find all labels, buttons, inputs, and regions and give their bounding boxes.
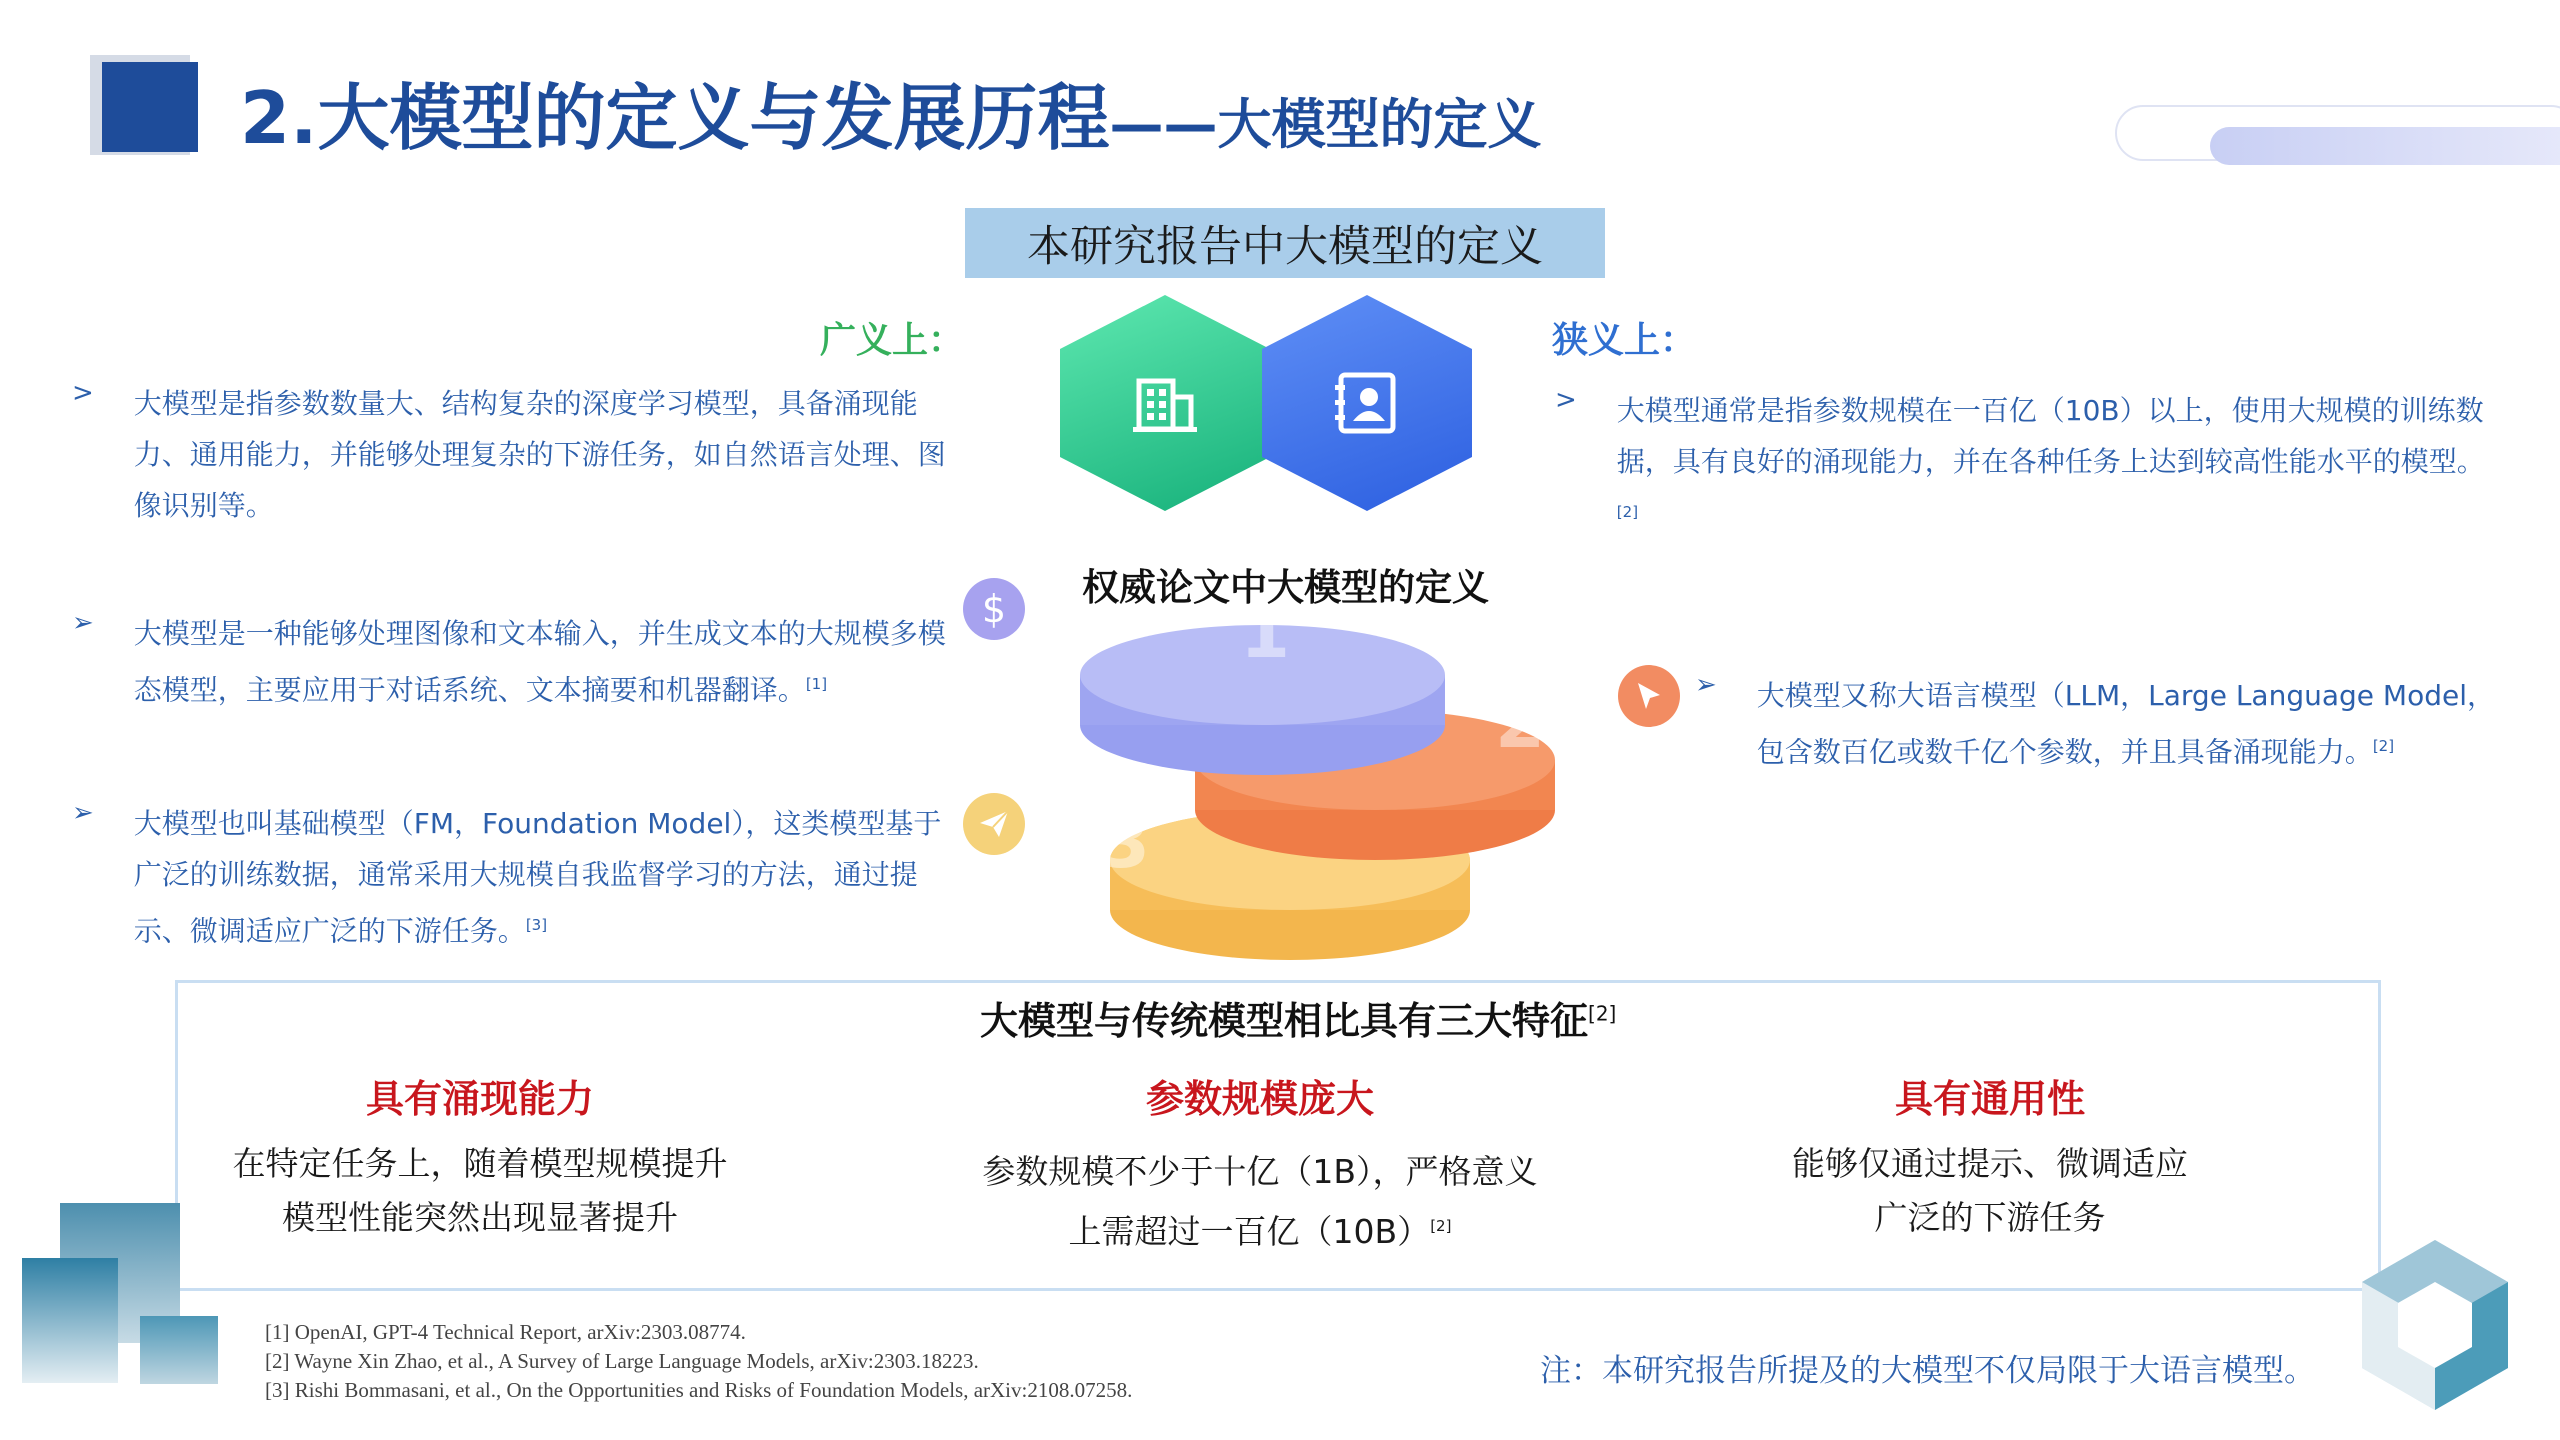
page-title xyxy=(240,60,1541,160)
bullet-marker: ➢ xyxy=(72,798,94,828)
paper-definition-1 xyxy=(72,608,952,715)
paper-definition-body xyxy=(134,608,952,715)
bullet-marker: ➢ xyxy=(1695,670,1717,700)
features-title xyxy=(980,990,1616,1045)
footnote: 注：本研究报告所提及的大模型不仅局限于大语言模型。 xyxy=(1540,1353,2315,1389)
narrow-definition-label: 狭义上： xyxy=(1552,320,1697,361)
bullet-marker: > xyxy=(1555,385,1577,415)
citation: [2] xyxy=(1588,1001,1617,1026)
reference-item: [3] Rishi Bommasani, et al., On the Opportunities and Risks of Foundation Models, arXiv:2108.07258. xyxy=(265,1378,1133,1402)
decorative-pill-fill xyxy=(2210,127,2560,165)
layered-disc-graphic xyxy=(1080,590,1580,970)
feature-line: 参数规模不少于十亿（1B），严格意义 xyxy=(982,1152,1538,1191)
bullet-marker: > xyxy=(72,378,94,408)
layer-number: 3 xyxy=(1100,800,1151,884)
dollar-icon: $ xyxy=(963,578,1025,640)
broad-definition-text: 大模型是指参数数量大、结构复杂的深度学习模型，具备涌现能力、通用能力，并能够处理复杂的下游任务，如自然语言处理、图像识别等。 xyxy=(133,387,946,522)
feature-generality xyxy=(1720,1068,2260,1245)
layer-number: 1 xyxy=(1240,590,1291,674)
paper-definition-body xyxy=(1757,670,2515,777)
narrow-definition xyxy=(1555,385,2505,543)
contact-card-icon xyxy=(1262,295,1472,511)
paper-definition-2 xyxy=(72,798,952,956)
paper-definition-text: 大模型又称大语言模型（LLM，Large Language Model，包含数百亿或数千亿个参数，并且具备涌现能力。 xyxy=(1756,679,2495,769)
feature-line: 在特定任务上，随着模型规模提升 xyxy=(232,1144,728,1183)
building-icon xyxy=(1060,295,1270,511)
citation: [2] xyxy=(2372,737,2395,755)
feature-heading: 具有通用性 xyxy=(1894,1077,2085,1121)
feature-line: 能够仅通过提示、微调适应 xyxy=(1792,1144,2188,1183)
references xyxy=(265,1318,1132,1405)
decorative-square xyxy=(22,1258,118,1383)
paper-plane-icon xyxy=(963,793,1025,855)
hexagon-logo-icon xyxy=(2340,1230,2530,1420)
page-title-main: 2.大模型的定义与发展历程 xyxy=(240,76,1110,160)
decorative-square xyxy=(140,1316,218,1384)
feature-emergent xyxy=(210,1068,750,1245)
feature-heading: 具有涌现能力 xyxy=(365,1077,594,1121)
paper-definition-3 xyxy=(1695,670,2515,777)
report-definition-header: 本研究报告中大模型的定义 xyxy=(965,208,1605,278)
broad-definition-label: 广义上： xyxy=(820,320,965,361)
citation: [1] xyxy=(805,675,828,693)
paper-definition-text: 大模型也叫基础模型（FM，Foundation Model），这类模型基于广泛的训练数据，通常采用大规模自我监督学习的方法，通过提示、微调适应广泛的下游任务。 xyxy=(133,807,942,948)
broad-definition xyxy=(72,378,972,531)
feature-line: 上需超过一百亿（10B） xyxy=(1068,1212,1431,1251)
narrow-definition-body xyxy=(1617,385,2505,543)
title-decoration-square-front xyxy=(102,62,198,152)
feature-line-with-cite xyxy=(960,1199,1560,1259)
page-title-sub: ——大模型的定义 xyxy=(1109,93,1542,156)
bullet-marker: ➢ xyxy=(72,608,94,638)
disc-layer-1 xyxy=(1080,590,1445,775)
citation: [2] xyxy=(1430,1217,1452,1235)
reference-item: [1] OpenAI, GPT-4 Technical Report, arXiv:2303.08774. xyxy=(265,1320,746,1344)
cursor-pointer-icon xyxy=(1618,665,1680,727)
feature-line: 模型性能突然出现显著提升 xyxy=(282,1198,678,1237)
feature-line: 广泛的下游任务 xyxy=(1874,1198,2106,1237)
reference-item: [2] Wayne Xin Zhao, et al., A Survey of Large Language Models, arXiv:2303.18223. xyxy=(265,1349,979,1373)
paper-definition-body xyxy=(134,798,952,956)
feature-scale xyxy=(960,1068,1560,1259)
layer-number: 2 xyxy=(1495,680,1546,764)
feature-heading: 参数规模庞大 xyxy=(1145,1077,1374,1121)
narrow-definition-text: 大模型通常是指参数规模在一百亿（10B）以上，使用大规模的训练数据，具有良好的涌现能力，并在各种任务上达到较高性能水平的模型。 xyxy=(1616,394,2485,478)
citation: [2] xyxy=(1616,503,1639,521)
features-title-text: 大模型与传统模型相比具有三大特征 xyxy=(980,999,1589,1043)
authority-definition-title: 权威论文中大模型的定义 xyxy=(1082,566,1489,609)
paper-definition-text: 大模型是一种能够处理图像和文本输入，并生成文本的大规模多模态模型，主要应用于对话系统、文本摘要和机器翻译。 xyxy=(133,617,946,707)
citation: [3] xyxy=(525,916,548,934)
